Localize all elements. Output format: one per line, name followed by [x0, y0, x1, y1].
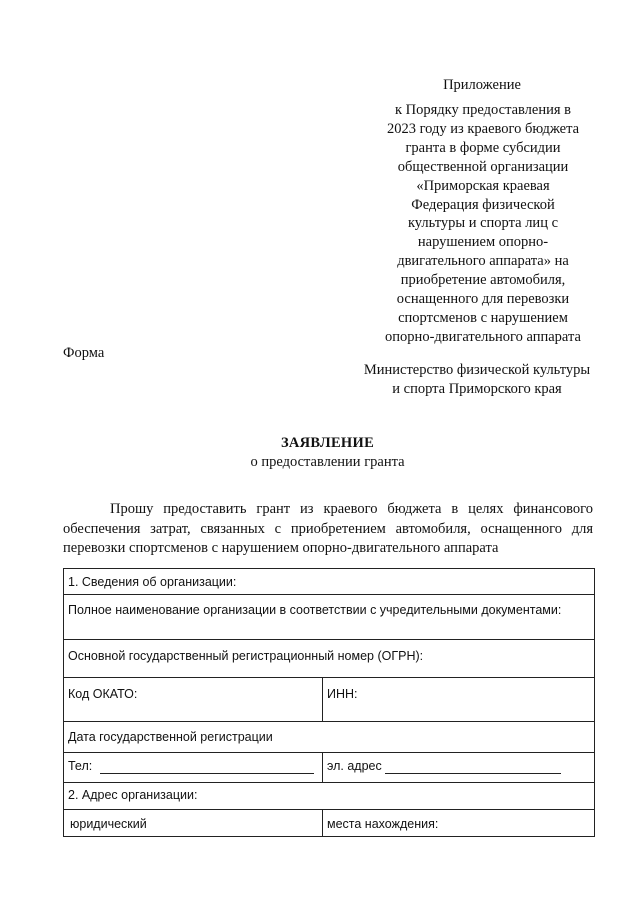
table-column-divider: [322, 809, 323, 837]
table-row-divider: [64, 721, 594, 722]
appendix-line: приобретение автомобиля,: [400, 272, 566, 289]
table-row-divider: [64, 809, 594, 810]
appendix-line: общественной организации: [397, 158, 569, 175]
section-organization-info: 1. Сведения об организации:: [68, 575, 237, 589]
application-form-table: [63, 568, 595, 837]
appendix-line: нарушением опорно-: [417, 234, 549, 251]
document-title: ЗАЯВЛЕНИЕ: [280, 435, 375, 451]
intro-line: обеспечения затрат, связанных с приобретением автомобиля, оснащенного для: [63, 520, 593, 537]
table-row-divider: [64, 782, 594, 783]
appendix-line: 2023 году из краевого бюджета: [386, 120, 580, 137]
table-row-divider: [64, 639, 594, 640]
section-organization-address: 2. Адрес организации:: [68, 788, 198, 802]
appendix-line: «Приморская краевая: [416, 177, 550, 194]
table-row-divider: [64, 752, 594, 753]
recipient-line: Министерство физической культуры: [363, 362, 591, 378]
table-row-divider: [64, 594, 594, 595]
appendix-line: опорно-двигательного аппарата: [385, 328, 581, 345]
table-column-divider: [322, 677, 323, 721]
intro-line: Прошу предоставить грант из краевого бюджета в целях финансового: [110, 501, 593, 517]
full-name-label: Полное наименование организации в соответствии с учредительными документами:: [68, 603, 562, 617]
appendix-line: гранта в форме субсидии: [405, 139, 561, 156]
document-subtitle: о предоставлении гранта: [250, 454, 405, 470]
inn-label: ИНН:: [327, 687, 358, 701]
appendix-line: спортсменов с нарушением: [398, 309, 568, 326]
table-row-divider: [64, 677, 594, 678]
okato-label: Код ОКАТО:: [68, 687, 138, 701]
form-label: Форма: [63, 345, 105, 361]
appendix-line: двигательного аппарата» на: [397, 253, 569, 270]
location-address-label: места нахождения:: [327, 817, 439, 831]
phone-label: Тел:: [68, 759, 93, 773]
appendix-line: культуры и спорта лиц с: [407, 215, 559, 232]
appendix-line: оснащенного для перевозки: [396, 291, 570, 308]
recipient-block: [336, 361, 618, 399]
email-field[interactable]: [385, 773, 561, 774]
email-label: эл. адрес: [327, 759, 382, 773]
appendix-title: Приложение: [443, 77, 521, 93]
registration-date-label: Дата государственной регистрации: [68, 730, 273, 744]
table-column-divider: [322, 752, 323, 782]
appendix-line: Федерация физической: [411, 196, 555, 213]
phone-field[interactable]: [100, 773, 314, 774]
appendix-body: [370, 101, 596, 347]
intro-line: перевозки спортсменов с нарушением опорно-двигательного аппарата: [63, 540, 499, 556]
recipient-line: и спорта Приморского края: [392, 381, 562, 397]
intro-paragraph: [63, 500, 593, 559]
legal-address-label: юридический: [70, 817, 147, 831]
ogrn-label: Основной государственный регистрационный номер (ОГРН):: [68, 649, 424, 663]
appendix-line: к Порядку предоставления в: [394, 102, 572, 118]
